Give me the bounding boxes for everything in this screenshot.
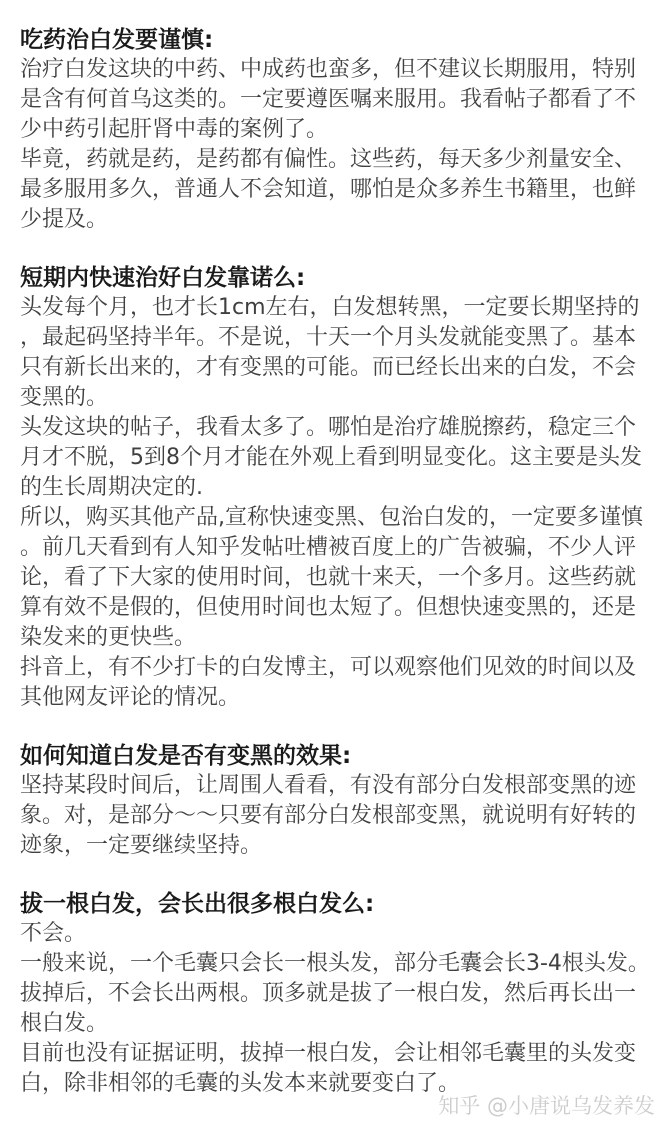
section-paragraph: 头发这块的帖子，我看太多了。哪怕是治疗雄脱擦药，稳定三个月才不脱，5到8个月才能在外观上看到明显变化。这主要是头发的生长周期决定的. — [20, 415, 642, 500]
section-paragraph: 毕竟，药就是药，是药都有偏性。这些药，每天多少剂量安全、最多服用多久，普通人不会知道，哪怕是众多养生书籍里，也鲜少提及。 — [20, 147, 637, 232]
section-heading: 拔一根白发，会长出很多根白发么: — [20, 891, 375, 917]
section-paragraph: 抖音上，有不少打卡的白发博主，可以观察他们见效的时间以及其他网友评论的情况。 — [20, 655, 637, 710]
article-section — [20, 25, 654, 235]
section-paragraph: 头发每个月，也才长1cm左右，白发想转黑，一定要长期坚持的，最起码坚持半年。不是说，十天一个月头发就能变黑了。基本只有新长出来的，才有变黑的可能。而已经长出来的白发，不会变黑的。 — [20, 295, 640, 410]
section-paragraph: 坚持某段时间后，让周围人看看，有没有部分白发根部变黑的迹象。对，是部分～～只要有部分白发根部变黑，就说明有好转的迹象，一定要继续坚持。 — [20, 773, 637, 858]
section-heading: 短期内快速治好白发靠诺么: — [20, 265, 306, 291]
section-paragraph: 治疗白发这块的中药、中成药也蛮多，但不建议长期服用，特别是含有何首乌这类的。一定要遵医嘱来服用。我看帖子都看了不少中药引起肝肾中毒的案例了。 — [20, 57, 637, 142]
section-heading: 如何知道白发是否有变黑的效果: — [20, 743, 352, 769]
section-paragraph: 一般来说，一个毛囊只会长一根头发，部分毛囊会长3-4根头发。拔掉后，不会长出两根。顶多就是拔了一根白发，然后再长出一根白发。 — [20, 951, 650, 1036]
section-paragraph: 所以，购买其他产品,宣称快速变黑、包治白发的，一定要多谨慎。前几天看到有人知乎发帖吐槽被百度上的广告被骗，不少人评论，看了下大家的使用时间，也就十来天，一个多月。这些药就算有效不是假的，但使用时间也太短了。但想快速变黑的，还是染发来的更快些。 — [20, 505, 643, 650]
article-section — [20, 889, 654, 1099]
article-section — [20, 741, 654, 861]
zhihu-watermark: 知乎 @小唐说乌发养发 — [438, 1094, 655, 1118]
section-paragraph: 目前也没有证据证明，拔掉一根白发，会让相邻毛囊里的头发变白，除非相邻的毛囊的头发本来就要变白了。 — [20, 1041, 637, 1096]
section-paragraph: 不会。 — [20, 921, 87, 946]
article-section — [20, 263, 654, 713]
section-heading: 吃药治白发要谨慎: — [20, 27, 214, 53]
